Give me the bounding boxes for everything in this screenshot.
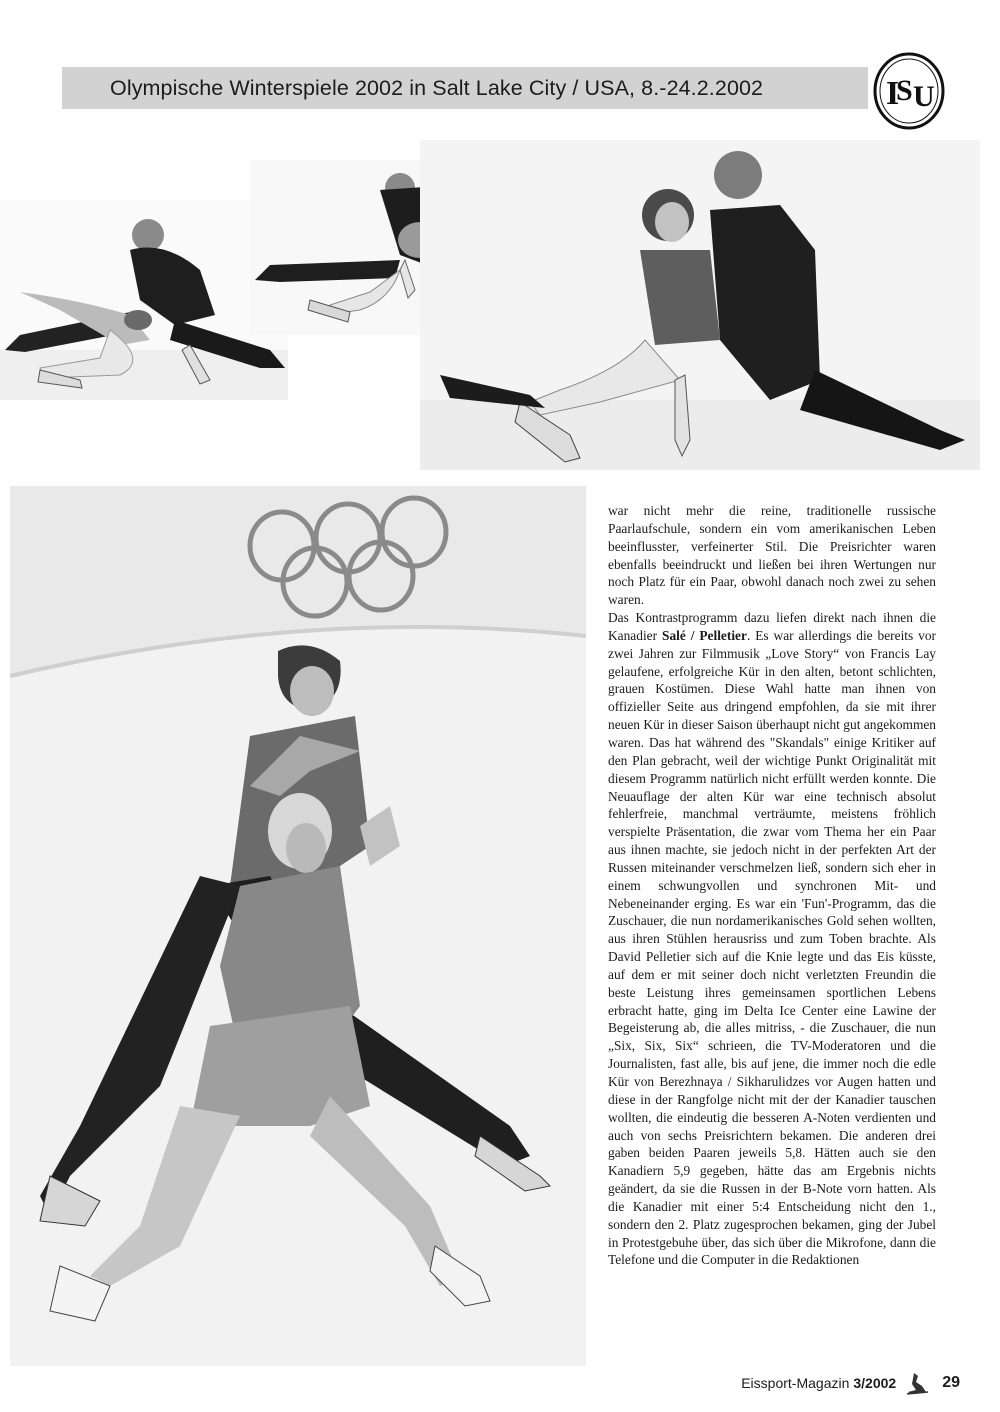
skater-icon — [904, 1370, 930, 1396]
page-number: 29 — [942, 1374, 960, 1391]
page-footer — [741, 1370, 960, 1396]
article-paragraph-2 — [608, 609, 936, 1269]
article-paragraph-1: war nicht mehr die reine, traditionelle russische Paarlaufschule, sondern ein vom amerikanischen Leben beeinflusster, verfeinerter Stil. Die Preisrichter waren ebenfalls beeindruckt und ließen bei ihren Wertungen nur noch Platz für ein Paar, obwohl danach noch zwei zu sehen waren. — [608, 503, 936, 608]
pair-skaters-celebrate-photo — [420, 140, 980, 470]
page-title: Olympische Winterspiele 2002 in Salt Lake City / USA, 8.-24.2.2002 — [110, 76, 764, 100]
magazine-name: Eissport-Magazin — [741, 1375, 850, 1391]
isu-logo — [868, 50, 950, 132]
svg-text:U: U — [913, 80, 935, 113]
article-paragraph-2-start: Das Kontrastprogramm dazu liefen direkt nach ihnen die Kanadier — [608, 610, 936, 643]
article-paragraph-2-bold: Salé / Pelletier — [662, 627, 747, 643]
svg-text:S: S — [896, 74, 913, 107]
article-paragraph-2-rest: . Es war allerdings die bereits vor zwei Jahren zur Filmmusik „Love Story“ von Francis Lay gelaufene, erfolgreiche Kür in den alten, betont schlichten, grauen Kostümen. Diese Wahl hatte man ihnen von offizieller Seite aus dringend empfohlen, da sie mit ihrer neuen Kür in dieser Saison überhaupt nicht gut angekommen waren. Das hat während des "Skandals" einige Kritiker auf den Plan gebracht, weil der wichtige Punkt Originalität mit diesem Programm natürlich nicht erfüllt werden konnte. Die Neuauflage der alten Kür war eine technisch absolut fehlerfreie, manchmal verträumte, meistens fröhlich verspielte Präsentation, die zwar vom Thema her ein Paar aus ihnen machte, sie jedoch nicht in der perfekten Art der Russen miteinander verschmelzen ließ, sondern sich eher in einem schwungvollen und synchronen Mit- und Nebeneinander erging. Es war ein 'Fun'-Programm, das die Zuschauer, die nun nordamerikanisches Gold sehen wollten, aus ihren Stühlen herausriss und zum Toben brachte. Als David Pelletier sich auf die Knie legte und das Eis küsste, auf dem er mit seiner doch nicht verletzten Freundin die beste Leistung ihres gemeinsamen sportlichen Lebens erbracht hatte, ging im Delta Ice Center eine Lawine der Begeisterung ab, die alles mitriss, - die Zuschauer, die nun „Six, Six, Six“ schrieen, die TV-Moderatoren und die Journalisten, fast alle, bis auf jene, die immer noch die edle Kür von Berezhnaya / Sikharulidzes vor Augen hatten und diese in der Rangfolge nicht mit der der Kanadier tauschen wollten, die eindeutig die besseren A-Noten verdienten und auch von sechs Preisrichtern bekamen. Die anderen drei gaben beiden Paaren jeweils 5,8. Hätten auch sie den Kanadiern 5,9 gegeben, hätte das am Ergebnis nichts geändert, da sie die Russen in der B-Note vorn hatten. Als die Kanadier mit einer 5:4 Entscheidung nicht den 1., sondern den 2. Platz zugesprochen bekamen, ging der Jubel in Protestgebuhe über, das sich über die Mikrofone, dann die Telefone und die Computer in die Redaktionen — [608, 627, 937, 1268]
svg-text:I: I — [886, 75, 900, 112]
pair-skaters-performance-photo — [10, 486, 586, 1366]
article-column — [608, 502, 936, 1269]
issue-number: 3/2002 — [853, 1375, 897, 1391]
pair-skaters-on-ice-photo — [0, 200, 288, 400]
